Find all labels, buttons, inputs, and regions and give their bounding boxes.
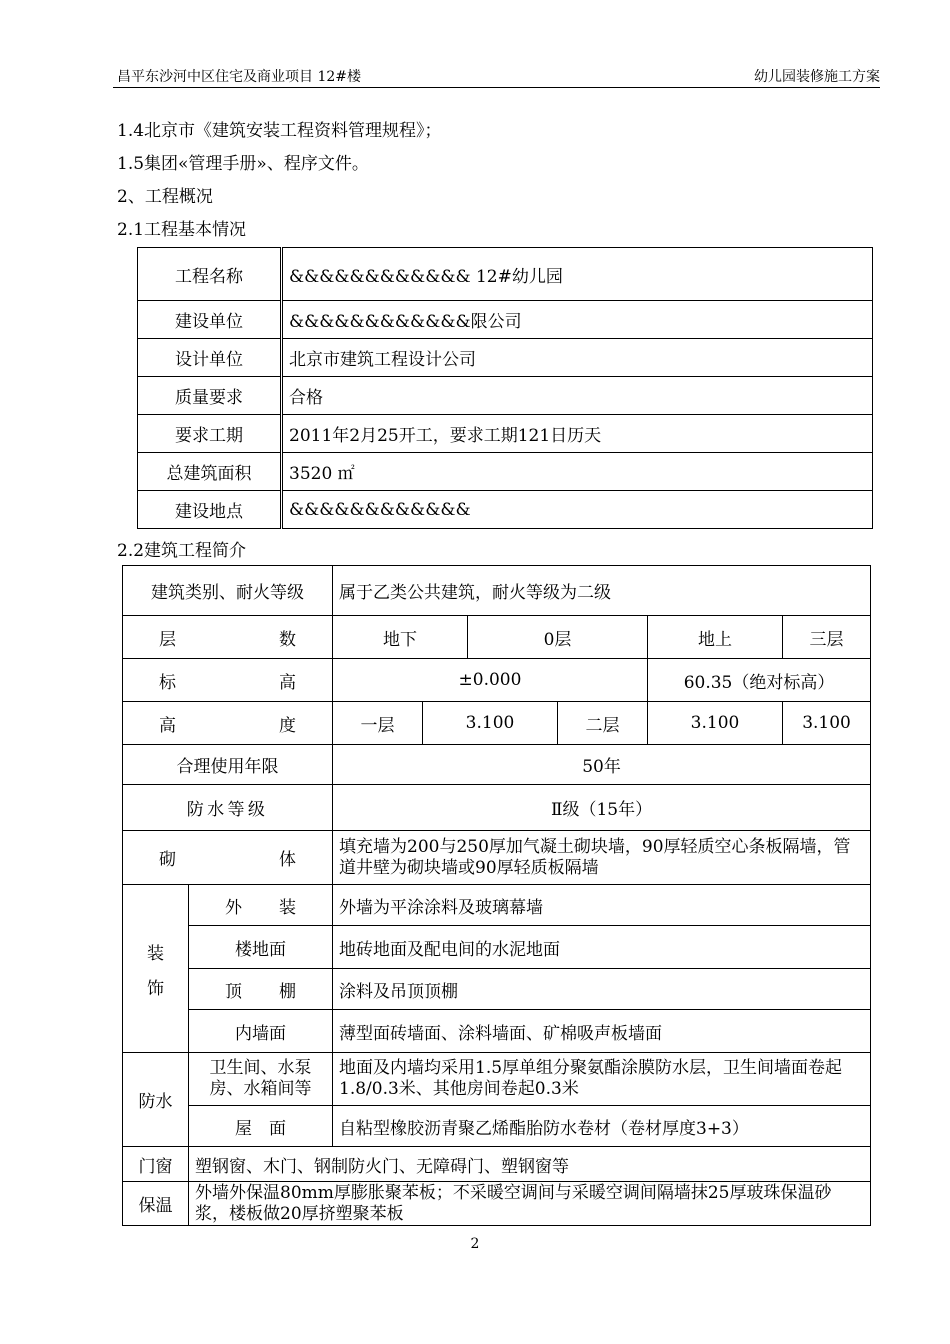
floors-label-cell: [123, 616, 333, 659]
basic-info-label: 要求工期: [138, 415, 282, 453]
decoration-label-cell: [123, 885, 189, 1053]
category-value: 属于乙类公共建筑，耐火等级为二级: [333, 566, 871, 616]
basic-info-value: &&&&&&&&&&&&: [282, 491, 873, 529]
elevation-absolute: 60.35（绝对标高）: [648, 659, 871, 702]
clause-1-5: 1.5集团«管理手册»、程序文件。: [117, 154, 369, 174]
insulation-label: 保温: [123, 1182, 189, 1226]
table-row: [138, 248, 873, 301]
basic-info-table: [137, 247, 873, 529]
waterproof-wet-rooms-value: 地面及内墙均采用1.5厚单组分聚氨酯涂膜防水层，卫生间墙面卷起1.8/0.3米、其他房间卷起0.3米: [333, 1053, 871, 1106]
page-number: 2: [470, 1236, 480, 1252]
waterproof-grade-value: Ⅱ级（15年）: [333, 785, 871, 831]
masonry-label-1: 砌: [159, 850, 176, 870]
table-row: [123, 745, 871, 785]
table-row: [123, 659, 871, 702]
table-row: [123, 1147, 871, 1182]
table-row: [123, 702, 871, 745]
service-life-value: 50年: [333, 745, 871, 785]
table-row: [138, 453, 873, 491]
doors-windows-label: 门窗: [123, 1147, 189, 1182]
basic-info-value: 2011年2月25开工，要求工期121日历天: [282, 415, 873, 453]
table-row: [138, 339, 873, 377]
waterproof-label: 防水: [123, 1053, 189, 1147]
masonry-label-cell: [123, 831, 333, 885]
decoration-exterior-value: 外墙为平涂涂料及玻璃幕墙: [333, 885, 871, 926]
section-2-1-heading: 2.1工程基本情况: [117, 220, 247, 240]
decoration-exterior-label-2: 装: [279, 897, 296, 918]
decoration-interior-wall-value: 薄型面砖墙面、涂料墙面、矿棉吸声板墙面: [333, 1010, 871, 1053]
floors-label-1: 层: [159, 629, 176, 650]
table-row: [123, 785, 871, 831]
table-row: [138, 491, 873, 529]
building-summary-table: [122, 565, 871, 1226]
decoration-ceiling-label-2: 棚: [279, 981, 296, 1002]
table-row: [138, 377, 873, 415]
height-floor-3-value: 3.100: [783, 702, 871, 745]
basic-info-label: 质量要求: [138, 377, 282, 415]
table-row: [123, 1182, 871, 1226]
height-label-cell: [123, 702, 333, 745]
decoration-exterior-label-cell: [189, 885, 333, 926]
clause-1-4: 1.4北京市《建筑安装工程资料管理规程》；: [117, 121, 442, 141]
height-floor-1-label: 一层: [333, 702, 423, 745]
decoration-ceiling-value: 涂料及吊顶顶棚: [333, 969, 871, 1010]
floors-underground-label: 地下: [333, 616, 468, 659]
table-row: [123, 1106, 871, 1147]
basic-info-value: &&&&&&&&&&&& 12#幼儿园: [282, 248, 873, 301]
table-row: [123, 1053, 871, 1106]
table-row: [123, 926, 871, 969]
category-label: 建筑类别、耐火等级: [123, 566, 333, 616]
table-row: [123, 1010, 871, 1053]
decoration-floor-value: 地砖地面及配电间的水泥地面: [333, 926, 871, 969]
elevation-relative: ±0.000: [333, 659, 648, 702]
decoration-ceiling-label-cell: [189, 969, 333, 1010]
basic-info-label: 工程名称: [138, 248, 282, 301]
decoration-exterior-label-1: 外: [225, 897, 242, 918]
table-row: [138, 301, 873, 339]
elevation-label-2: 高: [279, 672, 296, 693]
floors-underground-value: 0层: [468, 616, 648, 659]
waterproof-roof-label: 屋 面: [189, 1106, 333, 1147]
insulation-value: 外墙外保温80mm厚膨胀聚苯板；不采暖空调间与采暖空调间隔墙抹25厚玻珠保温砂浆，楼板做20厚挤塑聚苯板: [189, 1182, 871, 1226]
floors-above-value: 三层: [783, 616, 871, 659]
section-2-heading: 2、工程概况: [117, 187, 213, 207]
basic-info-value: 3520 ㎡: [282, 453, 873, 491]
decoration-label-1: 装: [147, 943, 164, 964]
elevation-label-1: 标: [159, 672, 176, 693]
height-floor-1-value: 3.100: [423, 702, 558, 745]
decoration-ceiling-label-1: 顶: [225, 981, 242, 1002]
masonry-label-2: 体: [279, 850, 296, 870]
height-floor-2-label: 二层: [558, 702, 648, 745]
table-row: [123, 566, 871, 616]
basic-info-label: 建设地点: [138, 491, 282, 529]
table-row: [123, 831, 871, 885]
table-row: [138, 415, 873, 453]
table-row: [123, 616, 871, 659]
decoration-interior-wall-label: 内墙面: [189, 1010, 333, 1053]
doors-windows-value: 塑钢窗、木门、钢制防火门、无障碍门、塑钢窗等: [189, 1147, 871, 1182]
basic-info-value: 北京市建筑工程设计公司: [282, 339, 873, 377]
height-label-2: 度: [279, 715, 296, 736]
waterproof-grade-label: 防水等级: [123, 785, 333, 831]
basic-info-label: 建设单位: [138, 301, 282, 339]
floors-label-2: 数: [279, 629, 296, 650]
masonry-value: 填充墙为200与250厚加气凝土砌块墙，90厚轻质空心条板隔墙，管道井壁为砌块墙或90厚轻质板隔墙: [333, 831, 871, 885]
service-life-label: 合理使用年限: [123, 745, 333, 785]
basic-info-label: 设计单位: [138, 339, 282, 377]
waterproof-roof-value: 自粘型橡胶沥青聚乙烯酯胎防水卷材（卷材厚度3+3）: [333, 1106, 871, 1147]
section-2-2-heading: 2.2建筑工程简介: [117, 541, 247, 561]
height-label-1: 高: [159, 715, 176, 736]
waterproof-wet-rooms-label: 卫生间、水泵房、水箱间等: [189, 1053, 333, 1106]
decoration-floor-label: 楼地面: [189, 926, 333, 969]
decoration-label-2: 饰: [147, 978, 164, 999]
header-rule: [113, 87, 880, 88]
basic-info-value: 合格: [282, 377, 873, 415]
height-floor-2-value: 3.100: [648, 702, 783, 745]
basic-info-label: 总建筑面积: [138, 453, 282, 491]
header-project-name: 昌平东沙河中区住宅及商业项目 12#楼: [117, 69, 361, 85]
floors-above-label: 地上: [648, 616, 783, 659]
table-row: [123, 969, 871, 1010]
basic-info-value: &&&&&&&&&&&&限公司: [282, 301, 873, 339]
table-row: [123, 885, 871, 926]
elevation-label-cell: [123, 659, 333, 702]
header-document-title: 幼儿园装修施工方案: [754, 69, 880, 85]
